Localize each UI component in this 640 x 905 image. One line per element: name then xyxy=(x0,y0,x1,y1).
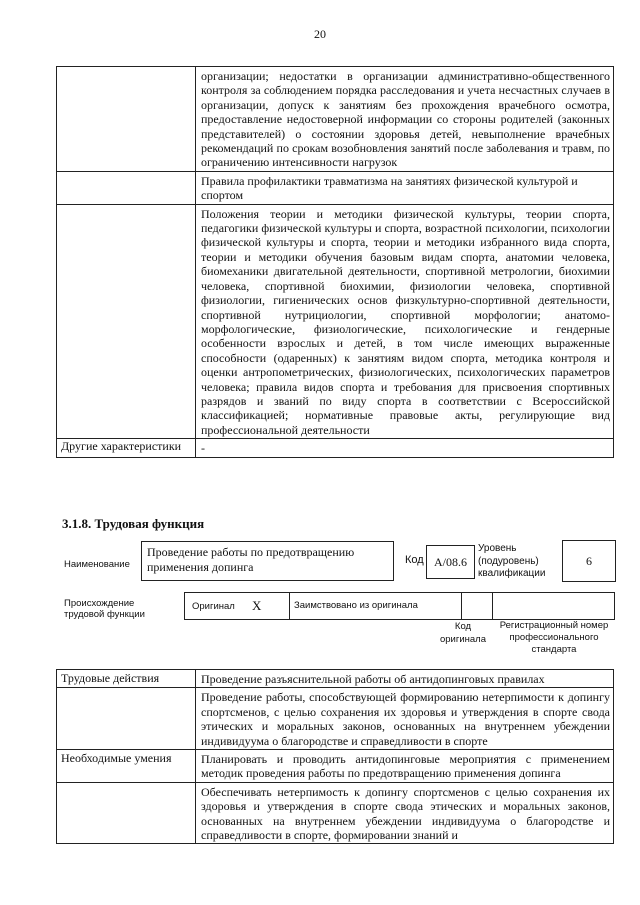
row-text-cell xyxy=(196,782,614,844)
row-text-cell xyxy=(196,171,614,204)
table-row xyxy=(57,171,614,204)
table-row xyxy=(57,750,614,783)
row-label-cell xyxy=(57,750,196,783)
cell-text: Положения теории и методики физической культуры, теории спорта, педагогики физической культуры и спорта, возрастной психологии, психологии физической культуры и спорта, теории и методики избранного вида спорта, теории и методики обучения базовым видам спорта, анатомии человека, биомеханики двигательной деятельности, спортивной метрологии, биохимии человека, спортивной биохимии, физиологии человека, спортивной физиологии, гигиенических основ физкультурно-спортивной деятельности, спортивной нутрициологии, спортивной морфологии; анатомо-морфологические, физиологические, психологические и гендерные особенности взрослых и детей, в том числе имеющих выраженные способности (одаренных) к занятиям видом спорта, методика контроля и оценки антропометрических, физиологических, психологических параметров человека; правила видов спорта и требования для присвоения спортивных разрядов и званий по виду спорта в соответствии с Всероссийской классификацией; нормативные правовые акты, регулирующие вид профессиональной деятельности xyxy=(201,206,610,437)
table-row xyxy=(57,782,614,844)
code-value-box xyxy=(426,545,475,579)
borrowed-label: Заимствовано из оригинала xyxy=(294,600,418,611)
cell-text: Проведение разъяснительной работы об антидопинговых правилах xyxy=(201,672,545,686)
origin-label: Происхождение трудовой функции xyxy=(64,598,145,620)
cell-text: Правила профилактики травматизма на занятиях физической культурой и спортом xyxy=(201,173,578,203)
code-value: A/08.6 xyxy=(434,555,467,569)
level-value-box xyxy=(562,540,616,582)
table-row xyxy=(57,204,614,439)
origin-divider xyxy=(461,593,462,619)
row-label-cell xyxy=(57,439,196,457)
origin-boxes xyxy=(184,592,615,620)
level-value: 6 xyxy=(586,554,592,568)
table-row xyxy=(57,439,614,457)
function-name: Проведение работы по предотвращению применения допинга xyxy=(147,545,355,574)
reg-number-caption: Регистрационный номер профессионального стандарта xyxy=(499,620,609,655)
row-label-cell xyxy=(57,204,196,439)
row-text-cell xyxy=(196,204,614,439)
row-label-cell xyxy=(57,670,196,688)
original-label: Оригинал xyxy=(192,601,235,612)
other-characteristics-label: Другие характеристики xyxy=(61,439,182,454)
row-text-cell xyxy=(196,750,614,783)
row-label-cell xyxy=(57,171,196,204)
row-text-cell xyxy=(196,688,614,750)
cell-text: - xyxy=(201,441,205,456)
row-label-cell xyxy=(57,67,196,172)
cell-text: Планировать и проводить антидопинговые мероприятия с применением методик проведения работы по предотвращению применения допинга xyxy=(201,752,610,781)
table-row xyxy=(57,670,614,688)
row-text-cell xyxy=(196,67,614,172)
origin-divider xyxy=(492,593,493,619)
row-label-cell xyxy=(57,782,196,844)
code-original-caption: Код оригинала xyxy=(439,621,486,645)
level-label: Уровень (подуровень) квалификации xyxy=(478,543,546,579)
row-text-cell xyxy=(196,439,614,457)
required-skills-label: Необходимые умения xyxy=(61,751,172,766)
row-label-cell xyxy=(57,688,196,750)
code-label: Код xyxy=(405,554,424,566)
cell-text: Обеспечивать нетерпимость к допингу спортсменов с целью сохранения их здоровья и утверждения в спорте свода этических и моральных законов, основанных на внутреннем убеждении индивидуума о благородстве и справедливости в спорте, формировании знаний и xyxy=(201,784,610,843)
knowledge-table xyxy=(56,66,614,458)
section-heading: 3.1.8. Трудовая функция xyxy=(62,516,205,531)
labor-actions-label: Трудовые действия xyxy=(61,671,160,685)
name-label: Наименование xyxy=(64,559,130,570)
page-number: 20 xyxy=(314,27,326,41)
original-mark: X xyxy=(252,598,262,613)
row-text-cell xyxy=(196,670,614,688)
cell-text: Проведение работы, способствующей формированию нетерпимости к допингу спортсменов, с целью сохранения их здоровья и утверждения в спорте свода этических и моральных законов, основанных на внутреннем убеждении индивидуума о благородстве и справедливости в спорте xyxy=(201,690,610,748)
origin-divider xyxy=(289,593,290,619)
cell-text: организации; недостатки в организации административно-общественного контроля за соблюдением порядка расследования и учета несчастных случаев в организации, допуск к занятиям без прохождения врачебного осмотра, предоставление недостоверной информации со стороны родителей (законных представителей) о состоянии здоровья детей, невыполнение врачебных рекомендаций по срокам возобновления занятий после заболевания и травм, по ограничению интенсивности нагрузок xyxy=(201,69,610,170)
table-row xyxy=(57,688,614,750)
name-value-box xyxy=(141,541,394,581)
labor-actions-table xyxy=(56,669,614,844)
table-row xyxy=(57,67,614,172)
